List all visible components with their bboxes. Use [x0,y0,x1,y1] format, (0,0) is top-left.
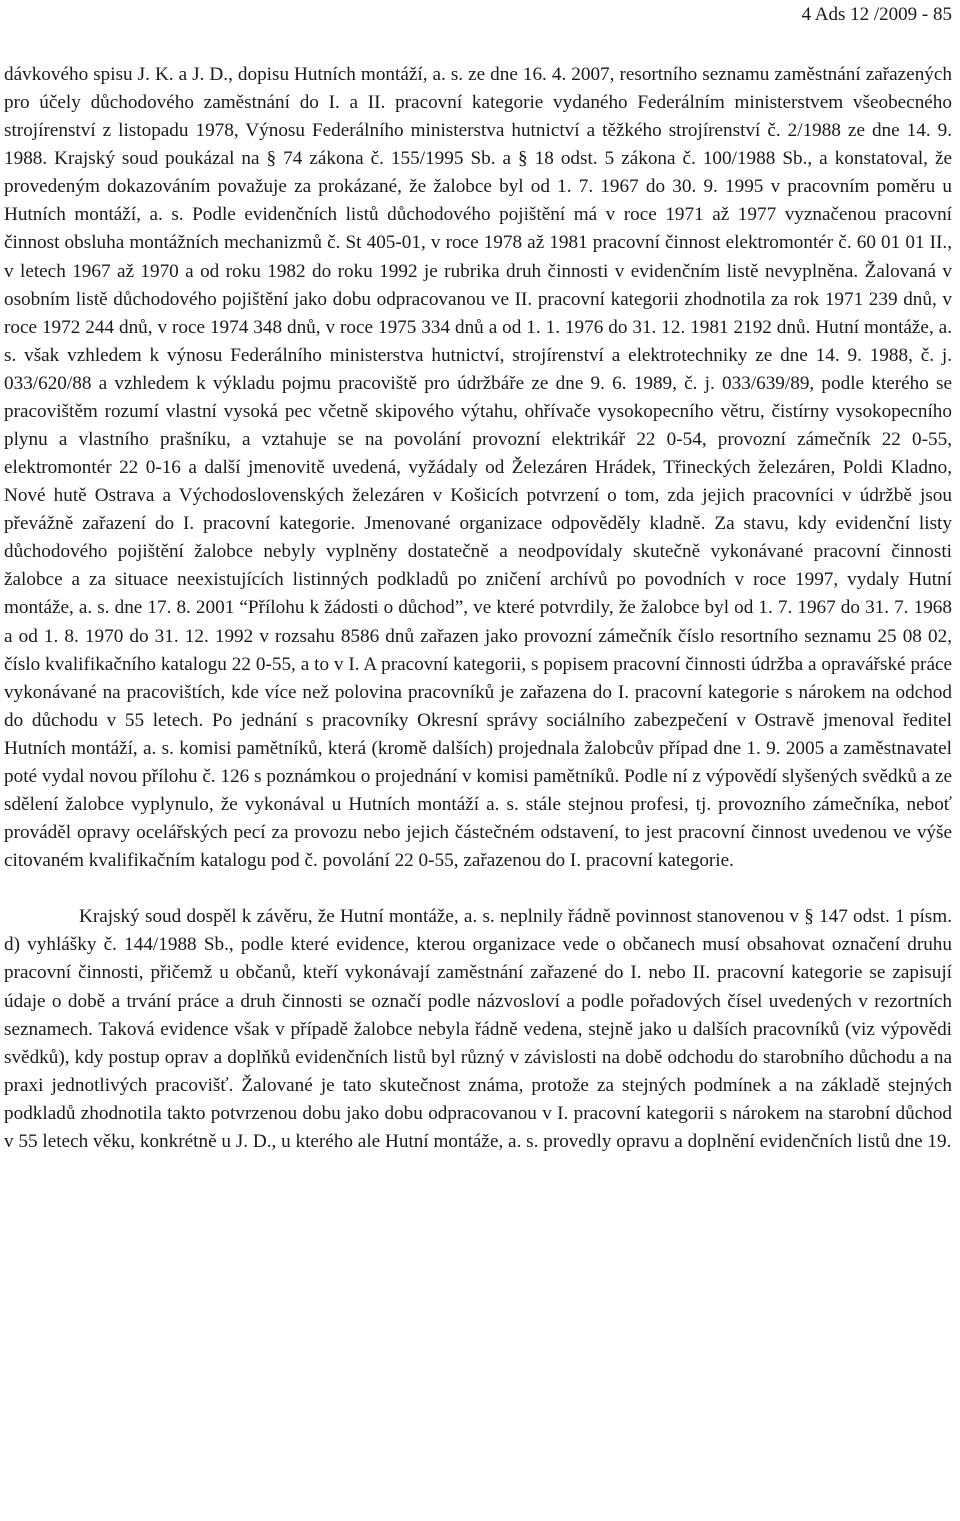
page-header-citation: 4 Ads 12 /2009 - 85 [801,4,952,25]
paragraph-1: dávkového spisu J. K. a J. D., dopisu Hutních montáží, a. s. ze dne 16. 4. 2007, resortního seznamu zaměstnání zařazených pro účely důchodového zaměstnání do I. a II. pracovní kategorie vydaného Federálním ministerstvem všeobecného strojírenství z listopadu 1978, Výnosu Federálního ministerstva hutnictví a těžkého strojírenství č. 2/1988 ze dne 14. 9. 1988. Krajský soud poukázal na § 74 zákona č. 155/1995 Sb. a § 18 odst. 5 zákona č. 100/1988 Sb., a konstatoval, že provedeným dokazováním považuje za prokázané, že žalobce byl od 1. 7. 1967 do 30. 9. 1995 v pracovním poměru u Hutních montáží, a. s. Podle evidenčních listů důchodového pojištění má v roce 1971 až 1977 vyznačenou pracovní činnost obsluha montážních mechanizmů č. St 405-01, v roce 1978 až 1981 pracovní činnost elektromontér č. 60 01 01 II., v letech 1967 až 1970 a od roku 1982 do roku 1992 je rubrika druh činnosti v evidenčním listě nevyplněna. Žalovaná v osobním listě důchodového pojištění jako dobu odpracovanou ve II. pracovní kategorii zhodnotila za rok 1971 239 dnů, v roce 1972 244 dnů, v roce 1974 348 dnů, v roce 1975 334 dnů a od 1. 1. 1976 do 31. 12. 1981 2192 dnů. Hutní montáže, a. s. však vzhledem k výnosu Federálního ministerstva hutnictví, strojírenství a elektrotechniky ze dne 14. 9. 1988, č. j. 033/620/88 a vzhledem k výkladu pojmu pracoviště pro údržbáře ze dne 9. 6. 1989, č. j. 033/639/89, podle kterého se pracovištěm rozumí vlastní vysoká pec včetně skipového výtahu, ohřívače vysokopecního větru, čistírny vysokopecního plynu a vlastního prašníku, a vztahuje se na povolání provozní elektrikář 22 0-54, provozní zámečník 22 0-55, elektromontér 22 0-16 a další jmenovitě uvedená, vyžádaly od Železáren Hrádek, Třineckých železáren, Poldi Kladno, Nové hutě Ostrava a Východoslovenských železáren v Košicích potvrzení o tom, zda jejich pracovníci v údržbě jsou převážně zařazení do I. pracovní kategorie. Jmenované organizace odpověděly kladně. Za stavu, kdy evidenční listy důchodového pojištění žalobce nebyly vyplněny dostatečně a neodpovídaly skutečně vykonávané pracovní činnosti žalobce a za situace neexistujících listinných podkladů po zničení archívů po povodních v roce 1997, vydaly Hutní montáže, a. s. dne 17. 8. 2001 “Přílohu k žádosti o důchod”, ve které potvrdily, že žalobce byl od 1. 7. 1967 do 31. 7. 1968 a od 1. 8. 1970 do 31. 12. 1992 v rozsahu 8586 dnů zařazen jako provozní zámečník číslo resortního seznamu 25 08 02, číslo kvalifikačního katalogu 22 0-55, a to v I. A pracovní kategorii, s popisem pracovní činnosti údržba a opravářské práce vykonávané na pracovištích, kde více než polovina pracovníků je zařazena do I. pracovní kategorie s nárokem na odchod do důchodu v 55 letech. Po jednání s pracovníky Okresní správy sociálního zabezpečení v Ostravě jmenoval ředitel Hutních montáží, a. s. komisi pamětníků, která (kromě dalších) projednala žalobcův případ dne 1. 9. 2005 a zaměstnavatel poté vydal novou přílohu č. 126 s poznámkou o projednání v komisi pamětníků. Podle ní z výpovědí slyšených svědků a ze sdělení žalobce vyplynulo, že vykonával u Hutních montáží a. s. stále stejnou profesi, tj. provozního zámečníka, neboť prováděl opravy ocelářských pecí za provozu nebo jejich částečném odstavení, to jest pracovní činnost uvedenou ve výše citovaném kvalifikačním katalogu pod č. povolání 22 0-55, zařazenou do I. pracovní kategorie. [4,64,952,872]
paragraph-2: Krajský soud dospěl k závěru, že Hutní montáže, a. s. neplnily řádně povinnost stanovenou v § 147 odst. 1 písm. d) vyhlášky č. 144/1988 Sb., podle které evidence, kterou organizace vede o občanech musí obsahovat označení druhu pracovní činnosti, přičemž u občanů, kteří vykonávají zaměstnání zařazené do I. nebo II. pracovní kategorie se zapisují údaje o době a trvání práce a druh činnosti se označí podle názvosloví a podle pořadových čísel uvedených v rezortních seznamech. Taková evidence však v případě žalobce nebyla řádně vedena, stejně jako u dalších pracovníků (viz výpovědi svědků), kdy postup oprav a doplňků evidenčních listů byl různý v závislosti na době odchodu do starobního důchodu a na praxi jednotlivých pracovišť. Žalované je tato skutečnost známa, protože za stejných podmínek a na základě stejných podkladů zhodnotila takto potvrzenou dobu jako dobu odpracovanou v I. pracovní kategorii s nárokem na starobní důchod v 55 letech věku, konkrétně u J. D., u kterého ale Hutní montáže, a. s. provedly opravu a doplnění evidenčních listů dne 19. [4,906,952,1152]
document-body [4,61,952,1156]
paragraph-gap [4,875,952,903]
